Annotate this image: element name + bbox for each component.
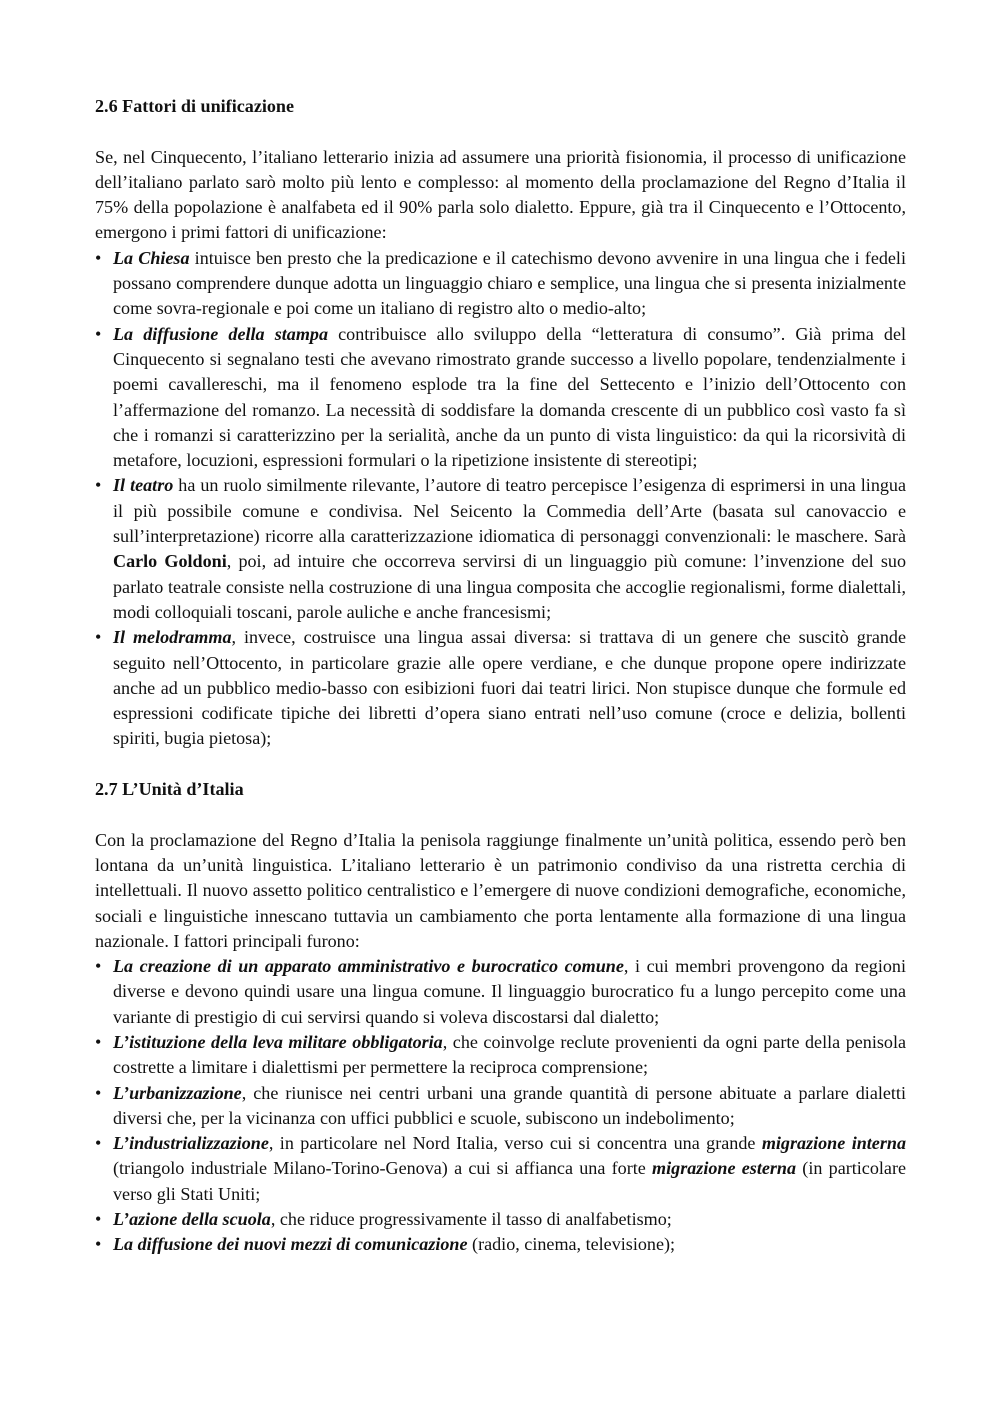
item-text: (radio, cinema, televisione); xyxy=(467,1234,676,1255)
bullet-glyph: • xyxy=(95,1031,102,1052)
document-page xyxy=(95,94,906,1258)
bullet-glyph: • xyxy=(95,1082,102,1103)
item-text: (triangolo industriale Milano-Torino-Genova) a cui si affianca una forte xyxy=(113,1158,653,1179)
list-item-melodramma xyxy=(95,625,906,751)
list-item-urbanizzazione xyxy=(95,1081,906,1132)
term-mezzi-comunicazione: La diffusione dei nuovi mezzi di comunicazione xyxy=(113,1234,468,1255)
item-text: , in particolare nel Nord Italia, verso cui si concentra una grande xyxy=(268,1133,762,1154)
bullet-glyph: • xyxy=(95,1133,102,1154)
bullet-glyph: • xyxy=(95,627,102,648)
term-stampa: La diffusione della stampa xyxy=(113,323,328,344)
list-item-mezzi-comunicazione xyxy=(95,1232,906,1257)
term-urbanizzazione: L’urbanizzazione xyxy=(113,1082,242,1103)
item-text: ha un ruolo similmente rilevante, l’autore di teatro percepisce l’esigenza di esprimersi in una lingua il più possibile comune e condivisa. Nel Seicento la Commedia dell’Arte (basata sul canovaccio e sull’interpretazione) ricorre alla caratterizzazione idiomatica di personaggi convenzionali: le maschere. Sarà xyxy=(113,475,906,547)
intro-paragraph-fattori: Se, nel Cinquecento, l’italiano letterario inizia ad assumere una priorità fisionomia, il processo di unificazione dell’italiano parlato sarò molto più lento e complesso: al momento della proclamazione del Regno d’Italia il 75% della popolazione è analfabeta ed il 90% parla solo dialetto. Eppure, già tra il Cinquecento e l’Ottocento, emergono i primi fattori di unificazione: xyxy=(95,146,906,243)
bullet-glyph: • xyxy=(95,247,102,268)
term-industrializzazione: L’industrializzazione xyxy=(113,1133,269,1154)
term-apparato: La creazione di un apparato amministrativo e burocratico comune xyxy=(113,956,624,977)
bullet-glyph: • xyxy=(95,1234,102,1255)
term-chiesa: La Chiesa xyxy=(113,247,190,268)
item-text: intuisce ben presto che la predicazione e il catechismo devono avvenire in una lingua che i fedeli possano comprendere dunque adotta un linguaggio chiaro e semplice, una lingua che si presenta inizialmente come sovra-regionale e poi come un italiano di registro alto o medio-alto; xyxy=(113,247,906,319)
list-item-apparato-burocratico xyxy=(95,954,906,1030)
list-item-leva-militare xyxy=(95,1030,906,1081)
item-text: , i cui membri provengono da regioni diverse e devono quindi usare una lingua comune. Il linguaggio burocratico fu a lungo percepito come una variante di prestigio di cui servirsi quando si voleva discostarsi dal dialetto; xyxy=(113,956,906,1027)
item-text: , poi, ad intuire che occorreva servirsi di un linguaggio più comune: l’invenzione del suo parlato teatrale consiste nella costruzione di una lingua composita che accoglie regionalismi, forme dialettali, modi colloquiali toscani, parole auliche e anche francesismi; xyxy=(113,551,907,622)
spacer xyxy=(95,802,906,827)
item-text: , che riduce progressivamente il tasso di analfabetismo; xyxy=(270,1209,672,1230)
term-migrazione-esterna: migrazione esterna xyxy=(652,1158,797,1179)
bullet-glyph: • xyxy=(95,1209,102,1230)
term-melodramma: Il melodramma xyxy=(113,627,232,648)
section-title-fattori-unificazione: 2.6 Fattori di unificazione xyxy=(95,96,295,116)
unification-factors-list xyxy=(95,246,906,752)
name-carlo-goldoni: Carlo Goldoni xyxy=(113,551,227,572)
bullet-glyph: • xyxy=(95,323,102,344)
term-teatro: Il teatro xyxy=(113,475,174,496)
term-leva: L’istituzione della leva militare obbligatoria xyxy=(113,1031,443,1052)
item-text: , che coinvolge reclute provenienti da ogni parte della penisola costrette a limitare i dialettismi per permettere la reciproca comprensione; xyxy=(113,1031,907,1078)
item-text: , invece, costruisce una lingua assai diversa: si trattava di un genere che suscitò grande seguito nell’Ottocento, in particolare grazie alle opere verdiane, e che dunque propone opere indirizzate anche ad un pubblico medio-basso con esibizioni fuori dai teatri lirici. Non stupisce dunque che formule ed espressioni codificate tipiche dei libretti d’opera siano entrati nell’uso comune (croce e delizia, bollenti spiriti, bugia pietosa); xyxy=(113,627,906,749)
item-text: (in particolare verso gli Stati Uniti; xyxy=(113,1158,906,1204)
section-title-unita-italia: 2.7 L’Unità d’Italia xyxy=(95,779,244,800)
spacer xyxy=(95,119,906,144)
spacer xyxy=(95,752,906,777)
intro-paragraph-unita: Con la proclamazione del Regno d’Italia la penisola raggiunge finalmente un’unità politica, essendo però ben lontana da un’unità linguistica. L’italiano letterario è un patrimonio condiviso da una ristretta cerchia di intellettuali. Il nuovo assetto politico centralistico e l’emergere di nuove condizioni demografiche, economiche, sociali e linguistiche innescano tuttavia un cambiamento che porta lentamente alla formazione di una lingua nazionale. I fattori principali furono: xyxy=(95,829,906,951)
item-text: , che riunisce nei centri urbani una grande quantità di persone abituate a parlare dialetti diversi che, per la vicinanza con uffici pubblici e scuole, subiscono un indebolimento; xyxy=(113,1082,906,1128)
bullet-glyph: • xyxy=(95,956,102,977)
list-item-chiesa xyxy=(95,246,906,322)
bullet-glyph: • xyxy=(95,475,102,496)
term-migrazione-interna: migrazione interna xyxy=(761,1133,906,1154)
item-text: contribuisce allo sviluppo della “letteratura di consumo”. Già prima del Cinquecento si segnalano testi che avevano rimostrato grande successo a livello popolare, tendenzialmente i poemi cavallereschi, ma il fenomeno esplode tra la fine del Settecento e l’inizio dell’Ottocento con l’affermazione del romanzo. La necessità di soddisfare la domanda crescente di un pubblico così vasto fa sì che i romanzi si caratterizzino per la serialità, anche da un punto di vista linguistico: da qui la ricorsività di metafore, locuzioni, espressioni formulari o la ripetizione insistente di stereotipi; xyxy=(113,323,907,471)
term-scuola: L’azione della scuola xyxy=(113,1209,271,1230)
list-item-scuola xyxy=(95,1207,906,1232)
list-item-teatro xyxy=(95,473,906,625)
national-language-factors-list xyxy=(95,954,906,1258)
list-item-industrializzazione xyxy=(95,1131,906,1207)
list-item-stampa xyxy=(95,322,906,474)
